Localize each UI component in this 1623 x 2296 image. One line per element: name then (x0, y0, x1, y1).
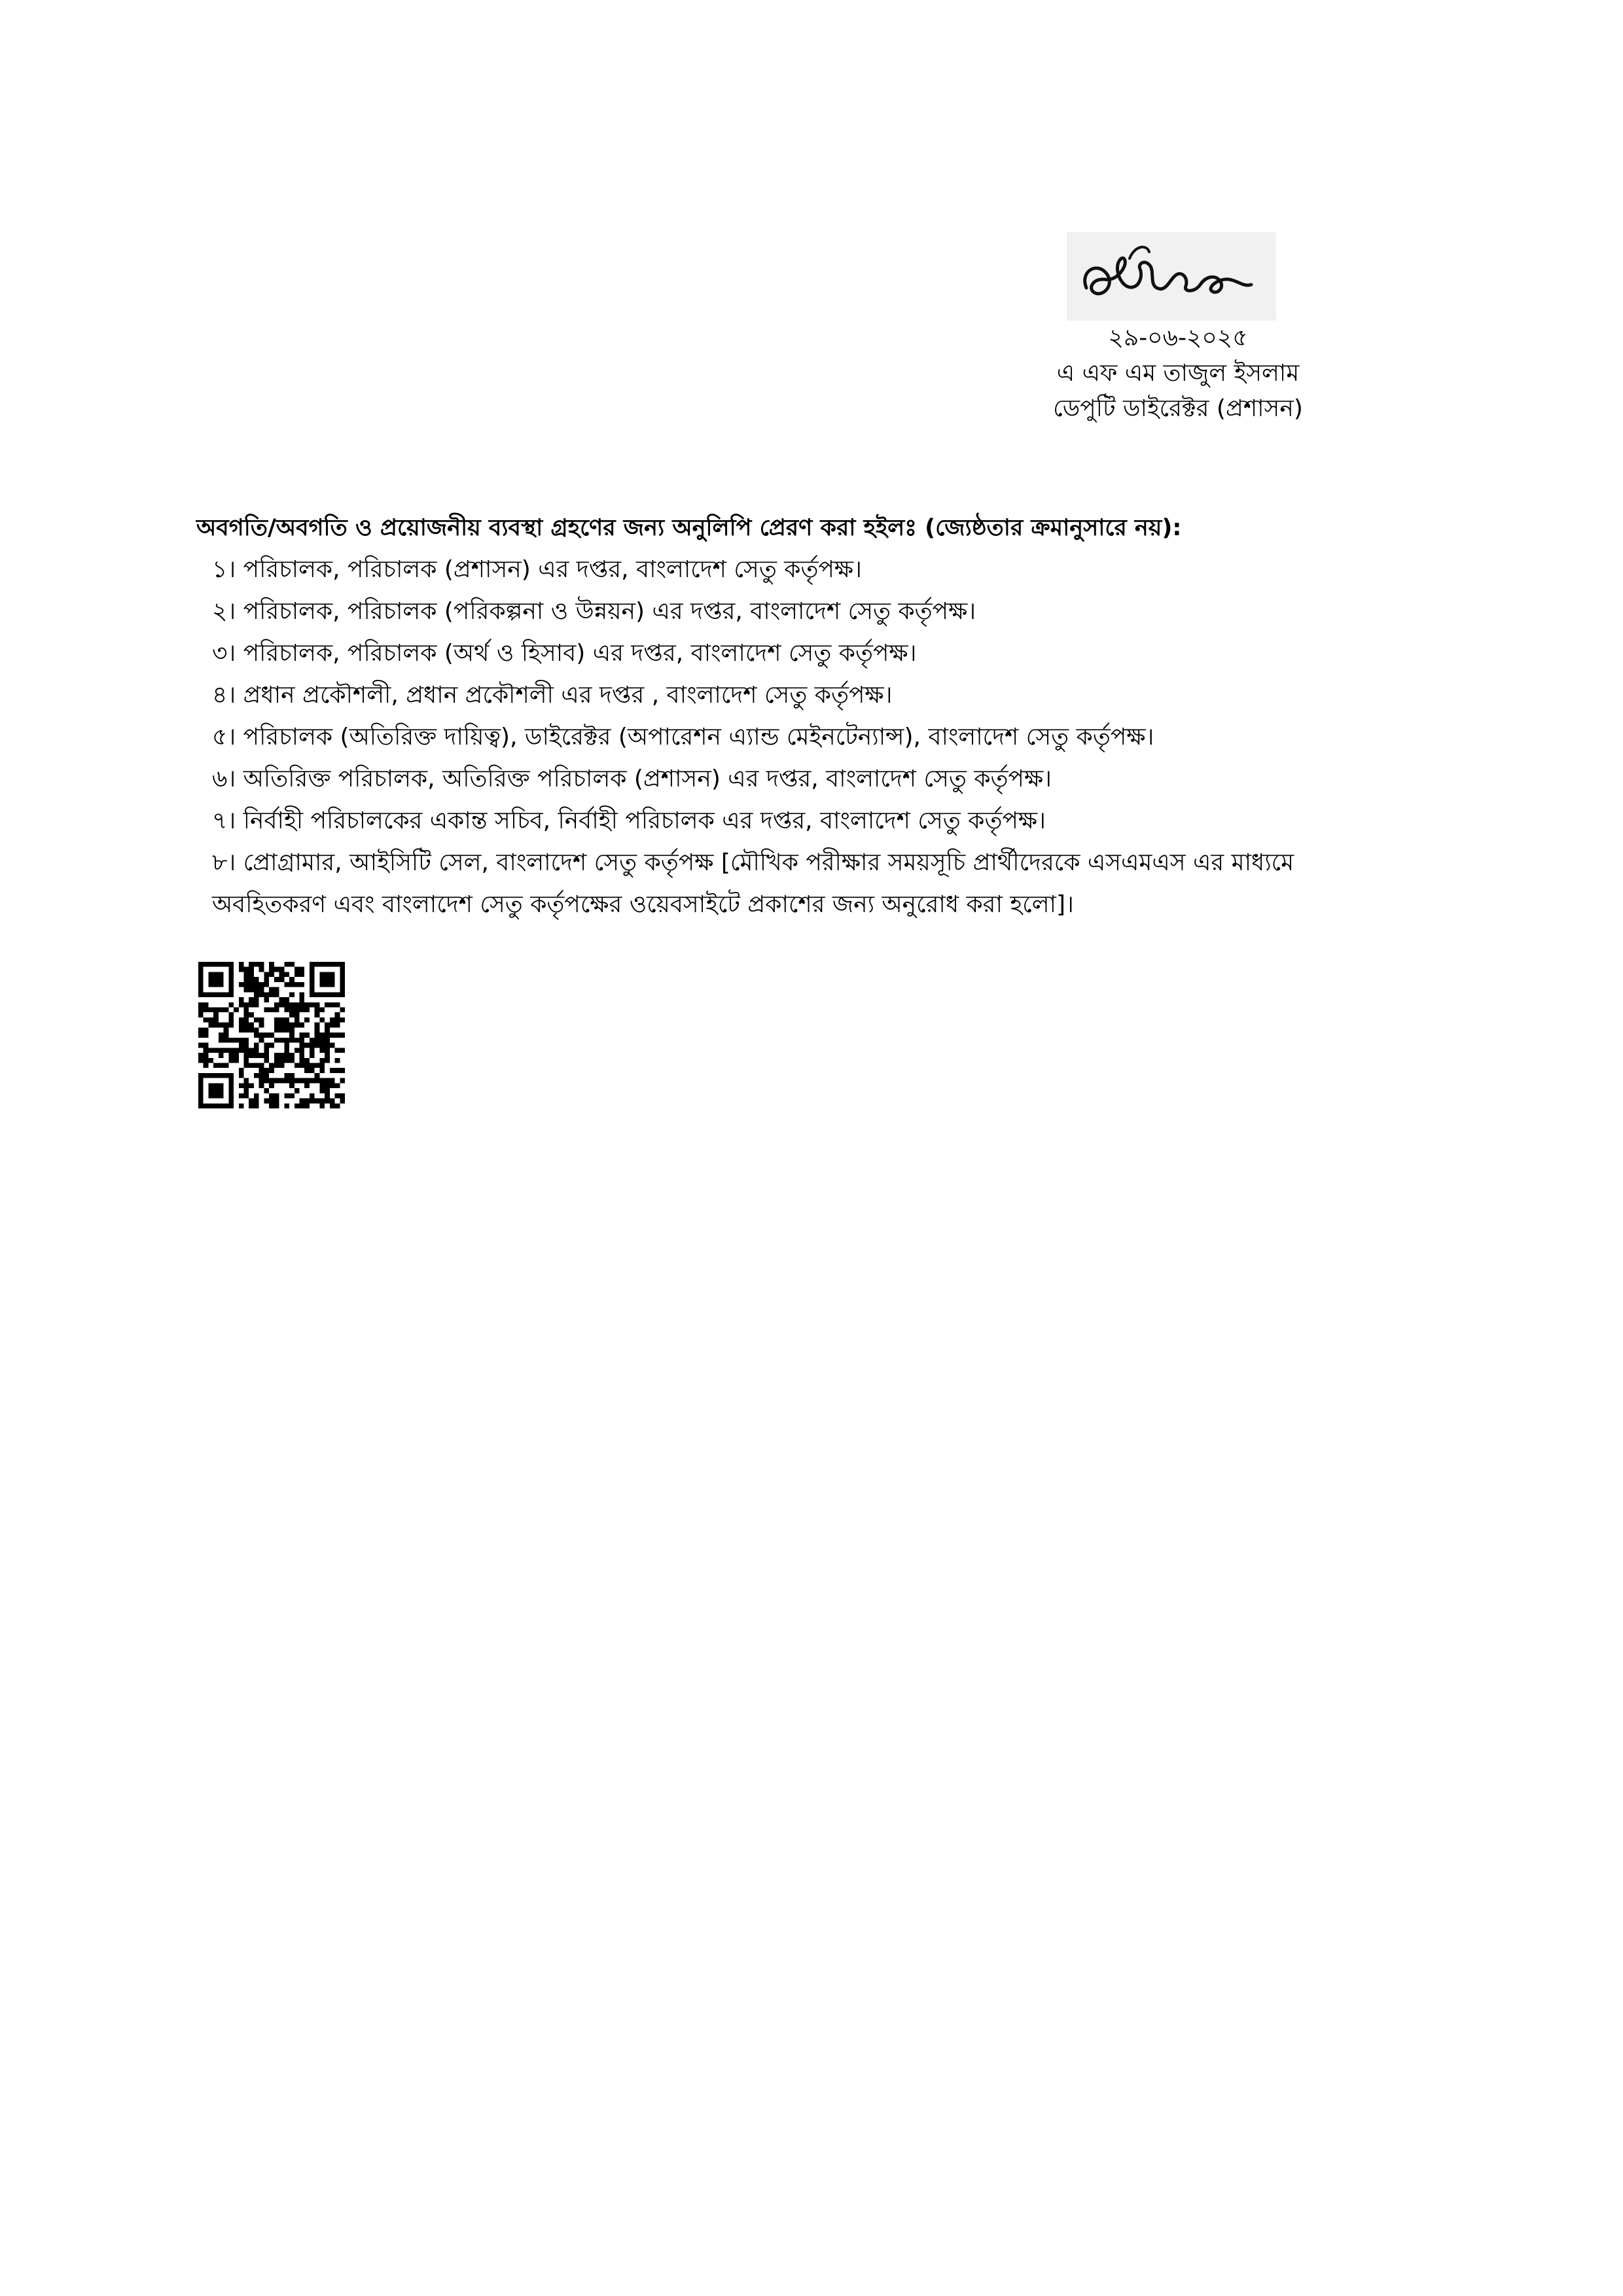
copy-distribution (196, 507, 1440, 926)
signature-date: ২৯-০৬-২০২৫ (1108, 325, 1248, 351)
signature-block (1021, 232, 1335, 427)
signature-image (1067, 232, 1276, 321)
list-item: ৫। পরিচালক (অতিরিক্ত দায়িত্ব), ডাইরেক্টর (অপারেশন এ্যান্ড মেইনটেন্যান্স), বাংলাদেশ সেতু কর্তৃপক্ষ। (212, 724, 1154, 751)
list-item: ৩। পরিচালক, পরিচালক (অর্থ ও হিসাব) এর দপ্তর, বাংলাদেশ সেতু কর্তৃপক্ষ। (212, 640, 917, 667)
list-item: ২। পরিচালক, পরিচালক (পরিকল্পনা ও উন্নয়ন) এর দপ্তর, বাংলাদেশ সেতু কর্তৃপক্ষ। (212, 598, 976, 625)
copy-heading: অবগতি/অবগতি ও প্রয়োজনীয় ব্যবস্থা গ্রহণের জন্য অনুলিপি প্রেরণ করা হইলঃ (জ্যেষ্ঠতার ক্রমানুসারে নয়): (196, 515, 1182, 541)
signatory-designation: ডেপুটি ডাইরেক্টর (প্রশাসন) (1053, 395, 1303, 422)
list-item: অবহিতকরণ এবং বাংলাদেশ সেতু কর্তৃপক্ষের ওয়েবসাইটে প্রকাশের জন্য অনুরোধ করা হলো]। (212, 891, 1074, 918)
qr-code-icon (198, 962, 345, 1108)
copy-list (196, 549, 1440, 926)
list-item: ৪। প্রধান প্রকৌশলী, প্রধান প্রকৌশলী এর দপ্তর , বাংলাদেশ সেতু কর্তৃপক্ষ। (212, 682, 893, 709)
list-item: ৮। প্রোগ্রামার, আইসিটি সেল, বাংলাদেশ সেতু কর্তৃপক্ষ [মৌখিক পরীক্ষার সময়সূচি প্রার্থীদেরকে এসএমএস এর মাধ্যমে (212, 849, 1294, 876)
list-item: ১। পরিচালক, পরিচালক (প্রশাসন) এর দপ্তর, বাংলাদেশ সেতু কর্তৃপক্ষ। (212, 556, 862, 583)
signatory-name: এ এফ এম তাজুল ইসলাম (1056, 360, 1300, 387)
list-item: ৬। অতিরিক্ত পরিচালক, অতিরিক্ত পরিচালক (প্রশাসন) এর দপ্তর, বাংলাদেশ সেতু কর্তৃপক্ষ। (212, 766, 1052, 792)
list-item: ৭। নির্বাহী পরিচালকের একান্ত সচিব, নির্বাহী পরিচালক এর দপ্তর, বাংলাদেশ সেতু কর্তৃপক্ষ। (212, 807, 1046, 834)
